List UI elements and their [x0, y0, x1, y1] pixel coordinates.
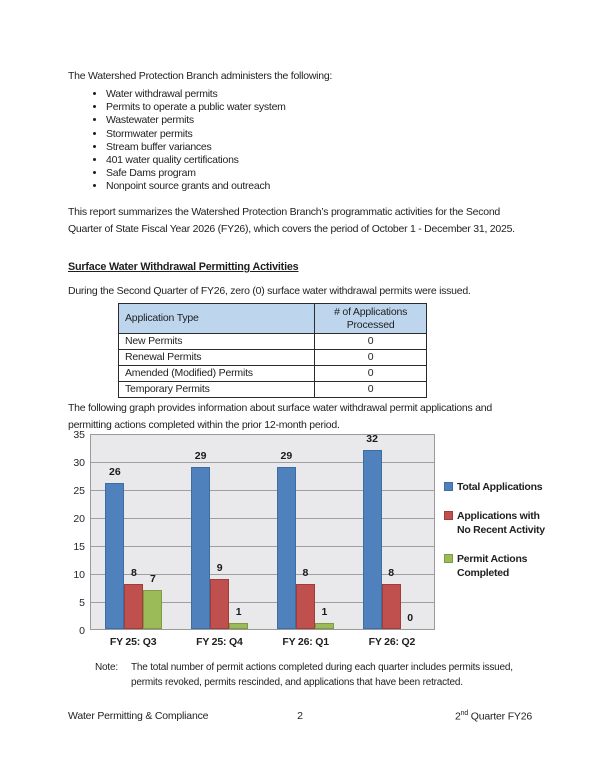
table-column-header: Application Type	[119, 304, 315, 334]
bar-fill	[315, 623, 334, 629]
footer-page-number: 2	[297, 710, 303, 722]
summary-paragraph: This report summarizes the Watershed Protection Branch’s programmatic activities for the Second Quarter of State Fiscal Year 2026 (FY26), which covers the period of October 1 - December 31, 2025.	[68, 206, 515, 235]
table-cell: Amended (Modified) Permits	[119, 366, 315, 382]
bar-total-applications	[277, 435, 296, 629]
bullet-item: • Stream buffer variances	[106, 141, 532, 154]
bar-data-label: 1	[235, 606, 242, 618]
bar-group	[263, 435, 349, 629]
bullet-item: • Stormwater permits	[106, 128, 532, 141]
x-axis-category-label: FY 26: Q2	[368, 636, 416, 648]
bar-applications-with-no-recent-activity	[124, 435, 143, 629]
bar-applications-with-no-recent-activity	[210, 435, 229, 629]
bar-group	[177, 435, 263, 629]
bar-permit-actions-completed	[229, 435, 248, 629]
bullet-list	[68, 88, 532, 194]
page-footer	[68, 710, 532, 723]
bar-data-label: 7	[149, 573, 156, 585]
y-axis-tick-label: 10	[73, 569, 85, 581]
bar-data-label: 9	[216, 562, 223, 574]
footer-quarter-text: Quarter FY26	[468, 710, 532, 723]
y-axis-tick-label: 30	[73, 457, 85, 469]
y-axis-tick-label: 0	[79, 625, 85, 637]
bar-permit-actions-completed	[143, 435, 162, 629]
bullet-item: • 401 water quality certifications	[106, 154, 532, 167]
bar-data-label: 29	[280, 450, 293, 462]
table-cell: 0	[315, 334, 427, 350]
y-axis-tick-label: 20	[73, 513, 85, 525]
legend-swatch-icon	[444, 511, 453, 520]
footer-quarter-number: 2	[455, 710, 461, 723]
bar-total-applications	[191, 435, 210, 629]
bar-fill	[277, 467, 296, 629]
bar-applications-with-no-recent-activity	[382, 435, 401, 629]
y-axis-tick-label: 25	[73, 485, 85, 497]
table-cell: 0	[315, 382, 427, 398]
legend-label: Applications with No Recent Activity	[457, 510, 545, 536]
y-axis-tick-label: 35	[73, 429, 85, 441]
chart-x-axis	[90, 630, 435, 648]
bar-data-label: 32	[366, 433, 378, 445]
footer-document-title: Water Permitting & Compliance	[68, 710, 209, 722]
bar-data-label: 1	[321, 606, 328, 618]
table-cell: New Permits	[119, 334, 315, 350]
x-axis-category-label: FY 25: Q4	[196, 636, 243, 648]
bar-total-applications	[105, 435, 124, 629]
bar-fill	[210, 579, 229, 629]
legend-swatch-icon	[444, 554, 453, 563]
footer-quarter-label	[303, 710, 532, 723]
applications-table	[118, 303, 427, 398]
table-cell: 0	[315, 366, 427, 382]
chart-y-axis	[68, 429, 90, 637]
bar-total-applications	[363, 435, 382, 629]
chart-plot-area	[90, 434, 435, 630]
bar-data-label: 8	[302, 567, 309, 579]
section-heading: Surface Water Withdrawal Permitting Activities	[68, 261, 299, 273]
table-cell: Renewal Permits	[119, 350, 315, 366]
bar-fill	[105, 483, 124, 629]
bar-data-label: 29	[194, 450, 207, 462]
graph-intro-paragraph: The following graph provides information about surface water withdrawal permit applications and permitting actions completed within the prior 12-month period.	[68, 402, 492, 431]
legend-item	[444, 552, 548, 580]
bullet-item: • Permits to operate a public water system	[106, 101, 532, 114]
y-axis-tick-label: 15	[73, 541, 85, 553]
table-row	[119, 382, 427, 398]
table-header	[119, 304, 427, 334]
table-row	[119, 366, 427, 382]
bar-fill	[191, 467, 210, 629]
bar-applications-with-no-recent-activity	[296, 435, 315, 629]
bullet-item: • Nonpoint source grants and outreach	[106, 180, 532, 193]
chart-plot-column	[90, 434, 435, 648]
bar-group	[91, 435, 177, 629]
legend-item	[444, 480, 548, 494]
legend-label: Total Applications	[457, 481, 543, 493]
bar-fill	[124, 584, 143, 629]
note-text: The total number of permit actions completed during each quarter includes permits issued, permits revoked, permits rescinded, and applications that have been retracted.	[131, 662, 513, 688]
bar-fill	[143, 590, 162, 629]
bar-data-label: 0	[407, 612, 414, 624]
y-axis-tick-label: 5	[79, 597, 85, 609]
chart-legend	[444, 434, 548, 580]
table-cell: Temporary Permits	[119, 382, 315, 398]
footer-quarter-ordinal: nd	[460, 710, 469, 717]
bar-permit-actions-completed	[401, 435, 420, 629]
table-column-header: # of Applications Processed	[315, 304, 427, 334]
bar-data-label: 8	[388, 567, 395, 579]
bar-permit-actions-completed	[315, 435, 334, 629]
section-intro-paragraph: During the Second Quarter of FY26, zero (0) surface water withdrawal permits were issued.	[68, 285, 471, 297]
x-axis-category-label: FY 25: Q3	[109, 636, 157, 648]
bar-data-label: 8	[130, 567, 137, 579]
bar-group	[348, 435, 434, 629]
table-container	[68, 303, 532, 398]
bullet-item: • Safe Dams program	[106, 167, 532, 180]
legend-item	[444, 509, 548, 537]
x-axis-category-label: FY 26: Q1	[282, 636, 329, 648]
table-cell: 0	[315, 350, 427, 366]
table-row	[119, 350, 427, 366]
legend-swatch-icon	[444, 482, 453, 491]
bullet-item: • Wastewater permits	[106, 114, 532, 127]
note-label: Note:	[95, 662, 118, 673]
bullet-item: • Water withdrawal permits	[106, 88, 532, 101]
bar-data-label: 26	[109, 466, 121, 478]
applications-bar-chart	[68, 430, 570, 648]
bar-fill	[229, 623, 248, 629]
table-row	[119, 334, 427, 350]
bar-fill	[363, 450, 382, 629]
legend-label: Permit Actions Completed	[457, 553, 528, 579]
note-block	[95, 661, 532, 690]
intro-paragraph: The Watershed Protection Branch administers the following:	[68, 70, 333, 82]
